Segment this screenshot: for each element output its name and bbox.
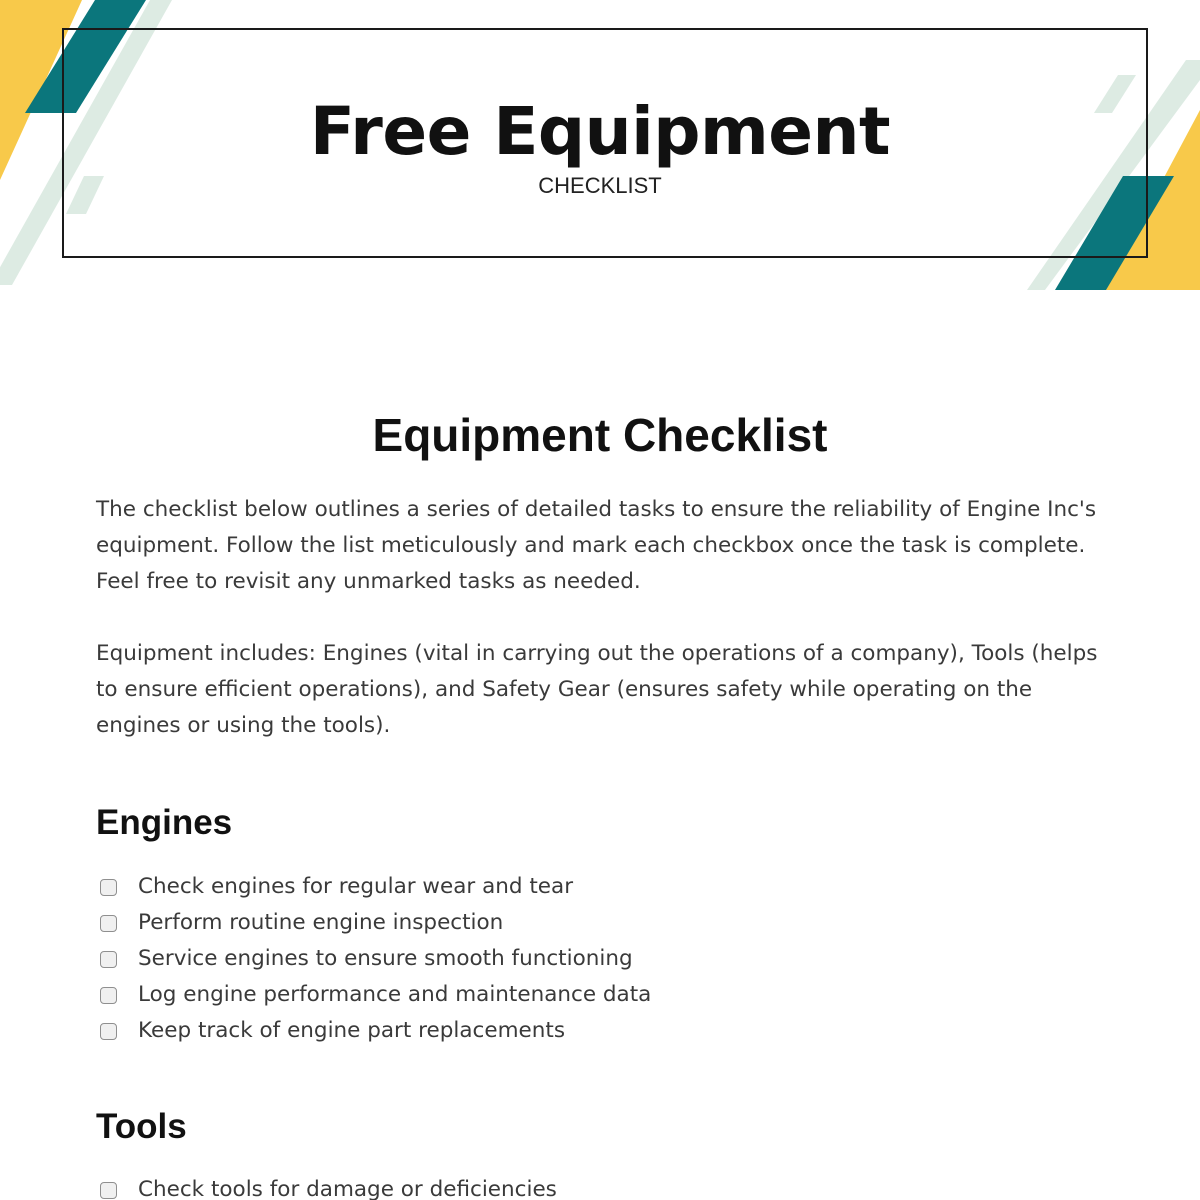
section-heading-tools: Tools [96,1107,187,1146]
checklist-item-label: Perform routine engine inspection [138,910,504,935]
checkbox[interactable] [100,987,117,1004]
checklist-item[interactable] [100,1013,651,1049]
checklist-item[interactable] [100,977,651,1013]
checklist-item-label: Log engine performance and maintenance data [138,982,652,1007]
tools-checklist [100,1172,557,1200]
page-title: Equipment Checklist [372,409,828,461]
section-heading-engines: Engines [96,803,233,842]
checklist-item-label: Check tools for damage or deficiencies [138,1177,557,1200]
checklist-item[interactable] [100,1172,557,1200]
checklist-item-label: Check engines for regular wear and tear [138,874,574,899]
engines-checklist [100,869,651,1049]
checkbox[interactable] [100,951,117,968]
checklist-item-label: Keep track of engine part replacements [138,1018,566,1043]
checkbox[interactable] [100,879,117,896]
document-title: Free Equipment [309,93,891,170]
checklist-item-label: Service engines to ensure smooth functioning [138,946,633,971]
equipment-paragraph: Equipment includes: Engines (vital in carrying out the operations of a company), Tools (helps to ensure efficient operations), and Safety Gear (ensures safety while operating on the engines or using the tools). [96,641,1098,738]
document-subtitle: CHECKLIST [538,173,662,198]
checkbox[interactable] [100,915,117,932]
checklist-item[interactable] [100,941,651,977]
checklist-item[interactable] [100,869,651,905]
checkbox[interactable] [100,1182,117,1199]
checklist-item[interactable] [100,905,651,941]
intro-paragraph: The checklist below outlines a series of detailed tasks to ensure the reliability of Engine Inc's equipment. Follow the list meticulously and mark each checkbox once the task is complete. Feel free to revisit any unmarked tasks as needed. [96,497,1097,594]
checkbox[interactable] [100,1023,117,1040]
